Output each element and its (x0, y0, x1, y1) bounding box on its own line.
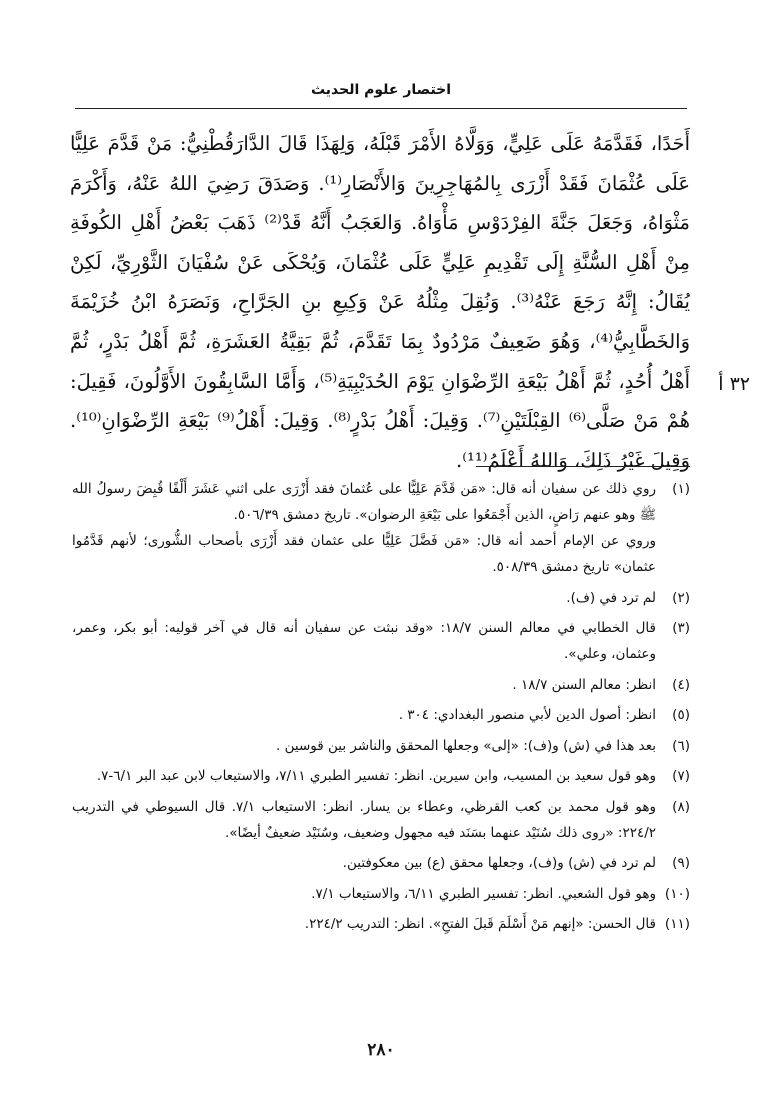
footnote-text: انظر: أصول الدين لأبي منصور البغدادي: ٣٠٤ . (398, 707, 656, 723)
footnote-1 (72, 476, 690, 580)
footnote-text: وهو قول سعيد بن المسيب، وابن سيرين. انظر: تفسير الطبري ٧/١١، والاستيعاب لابن عبد البر ٦/١-٧. (96, 768, 656, 784)
header-divider (75, 108, 687, 109)
footnote-8 (72, 794, 690, 846)
running-header: اختصار علوم الحديث (310, 82, 452, 98)
footnote-text: قال الخطابي في معالم السنن ١٨/٧: «وقد نبثت عن سفيان أنه قال في آخر قوليه: أبو بكر، وعمر، وعثمان، وعلي». (72, 620, 657, 662)
footnote-number: (٦) (672, 737, 690, 754)
footnote-number: (٥) (672, 707, 690, 723)
footnote-number: (١١) (664, 916, 690, 932)
footnote-divider (476, 466, 690, 467)
footnote-3 (72, 615, 690, 667)
footnote-text: وهو قول محمد بن كعب القرظي، وعطاء بن يسار. انظر: الاستيعاب ٧/١. قال السيوطي في التدريب ٢٢٤/٢: «روى ذلك سُنَيْد عنهما بسَنَد فيه مجهول وضعيف، وسُنَيْد ضعيفٌ أيضًا». (72, 798, 656, 841)
footnote-number: (٧) (672, 768, 690, 784)
footnote-text: لم ترد في (ش) و(ف)، وجعلها محقق (ع) بين معكوفتين. (342, 855, 656, 871)
footnote-text: بعد هذا في (ش) و(ف): «إلى» وجعلها المحقق والناشر بين قوسين . (276, 737, 656, 754)
footnote-4 (72, 672, 690, 698)
footnote-text: لم ترد في (ف). (566, 589, 656, 606)
footnote-number: (٩) (672, 855, 690, 871)
footnote-text: وهو قول الشعبي. انظر: تفسير الطبري ٦/١١، والاستيعاب ٧/١. (311, 885, 656, 902)
footnote-7 (72, 763, 690, 789)
footnote-9 (72, 850, 690, 876)
footnote-2 (72, 585, 690, 611)
footnote-text: قال الحسن: «إنهم مَنْ أَسْلَمَ قَبلَ الفتحِ». انظر: التدريب ٢٢٤/٢. (304, 916, 656, 932)
page-number: ٢٨٠ (367, 1040, 395, 1060)
main-text-block (70, 124, 690, 480)
footnote-text: روي ذلك عن سفيان أنه قال: «مَن قَدَّمَ عَلِيًّا على عُثمانَ فقد أَزْرَى على اثني عَشَرَ أَلْفًا قُبِضَ رسولُ الله ﷺ وهو عنهم رَاضٍ، الذين أَجْمَعُوا على بَيْعَةِ الرضوان». تاريخ دمشق ٥٠٦/٣٩. (72, 481, 656, 523)
footnote-6 (72, 733, 690, 759)
footnote-10 (72, 881, 690, 907)
main-paragraph: أَحَدًا، فَقَدَّمَهُ عَلَى عَلِيٍّ، وَوَلَّاهُ الأَمْرَ قَبْلَهُ، وَلِهَذَا قَالَ الدَّارَقُطْنِيُّ: مَنْ قَدَّمَ عَلِيًّا عَلَى عُثْمَانَ فَقَدْ أَزْرَى بِالمُهَاجِرِينَ وَالأَنْصَارِ⁽¹⁾. وَصَدَقَ رَضِيَ اللهُ عَنْهُ، وَأَكْرَمَ مَثْوَاهُ، وَجَعَلَ جَنَّةَ الفِرْدَوْسِ مَأْوَاهُ. وَالعَجَبُ أَنَّهُ قَدْ⁽²⁾ ذَهَبَ بَعْضُ أَهْلِ الكُوفَةِ مِنْ أَهْلِ السُّنَّةِ إِلَى تَقْدِيمِ عَلِيٍّ عَلَى عُثْمَانَ، وَيُحْكَى عَنْ سُفْيَانَ الثَّوْرِيِّ، لَكِنْ يُقَالُ: إِنَّهُ رَجَعَ عَنْهُ⁽³⁾. وَنُقِلَ مِثْلُهُ عَنْ وَكِيعِ بنِ الجَرَّاحِ، وَنَصَرَهُ ابْنُ خُزَيْمَةَ وَالخَطَّابِيُّ⁽⁴⁾، وَهُوَ ضَعِيفٌ مَرْدُودٌ بِمَا تَقَدَّمَ، ثُمَّ بَقِيَّةُ العَشَرَةِ، ثُمَّ أَهْلُ بَدْرٍ، ثُمَّ أَهْلُ أُحُدٍ، ثُمَّ أَهْلُ بَيْعَةِ الرِّضْوَانِ يَوْمَ الحُدَيْبِيَةِ⁽⁵⁾، وَأَمَّا السَّابِقُونَ الأَوَّلُونَ، فَقِيلَ: هُمْ مَنْ صَلَّى⁽⁶⁾ القِبْلَتَيْنِ⁽⁷⁾. وَقِيلَ: أَهْلُ بَدْرٍ⁽⁸⁾. وَقِيلَ: أَهْلُ⁽⁹⁾ بَيْعَةِ الرِّضْوَانِ⁽¹⁰⁾. وَقِيلَ غَيْرُ ذَلِكَ، وَاللهُ أَعْلَمُ⁽¹¹⁾. (70, 132, 690, 472)
footnote-5 (72, 702, 690, 728)
footnotes-list (72, 476, 690, 942)
manuscript-folio-note: ٣٢ أ (718, 373, 750, 395)
footnote-11 (72, 911, 690, 937)
footnote-number: (١٠) (664, 885, 690, 902)
footnote-text: انظر: معالم السنن ١٨/٧ . (512, 676, 656, 693)
footnote-number: (٤) (672, 676, 690, 693)
footnote-number: (٢) (672, 589, 690, 606)
footnote-number: (٣) (672, 620, 691, 636)
footnote-text: وروي عن الإمام أحمد أنه قال: «مَن فَضَّلَ عَلِيًّا على عثمان فقد أَزْرَى بأصحاب الشُّورى؛ لأنهم قَدَّمُوا عثمان» تاريخ دمشق ٥٠٨/٣٩. (72, 533, 656, 575)
footnote-number: (١) (672, 481, 690, 497)
footnote-number: (٨) (672, 798, 690, 815)
